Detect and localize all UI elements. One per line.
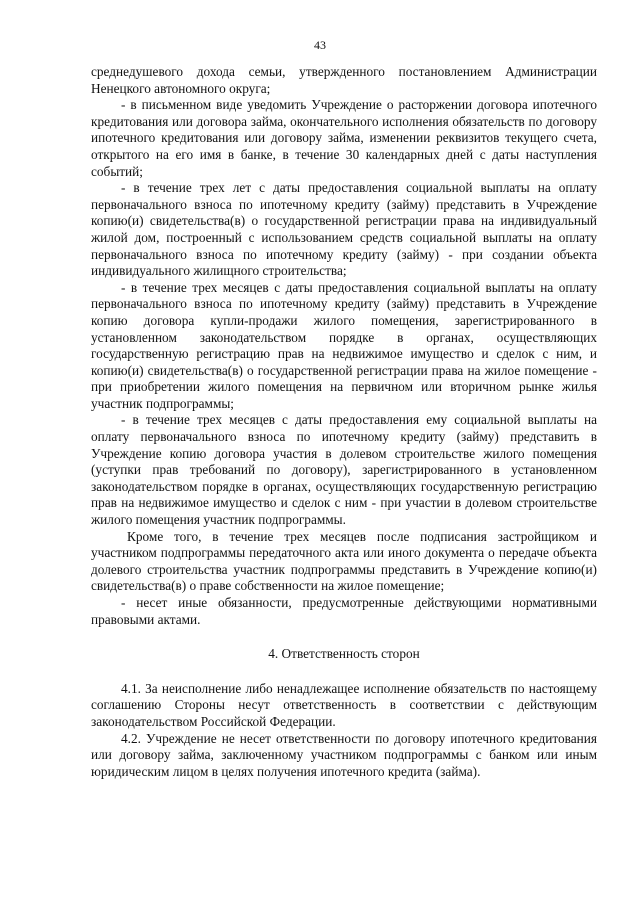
section-paragraph: 4.2. Учреждение не несет ответственности по договору ипотечного кредитования или договору займа, заключенному участником подпрограммы с банком или иным юридическим лицом в целях получения ипотечного кредита (займа). — [91, 730, 597, 779]
paragraph: - в течение трех месяцев с даты предоставления социальной выплаты на оплату первоначального взноса по ипотечному кредиту (займу) представить в Учреждение копию договора купли-продажи жилого помещения, зарегистрированного в установленном законодательством порядке в органах, осуществляющих государственную регистрацию прав на недвижимое имущество и сделок с ним, и копию(и) свидетельства(в) о государственной регистрации права на жилое помещение - при приобретении жилого помещения на первичном или вторичном рынке жилья участник подпрограммы; — [91, 279, 597, 411]
paragraph: среднедушевого дохода семьи, утвержденного постановлением Администрации Ненецкого автономного округа; — [91, 64, 597, 96]
paragraph: - в течение трех месяцев с даты предоставления ему социальной выплаты на оплату первоначального взноса по ипотечному кредиту (займу) представить в Учреждение копию договора участия в долевом строительстве жилого помещения (уступки прав требований по договору), зарегистрированного в установленном законодательством порядке в органах, осуществляющих государственную регистрацию прав на недвижимое имущество и сделок с ним - при участии в долевом строительстве жилого помещения участник подпрограммы. — [91, 412, 597, 528]
paragraph: Кроме того, в течение трех месяцев после подписания застройщиком и участником подпрограммы передаточного акта или иного документа о передаче объекта долевого строительства участник подпрограммы представить в Учреждение копию(и) свидетельства(в) о праве собственности на жилое помещение; — [91, 528, 597, 594]
paragraph: - в письменном виде уведомить Учреждение о расторжении договора ипотечного кредитования или договора займа, окончательного исполнения обязательств по договору ипотечного кредитования или договору займа, изменении реквизитов текущего счета, открытого на его имя в банке, в течение 30 календарных дней с даты наступления событий; — [91, 97, 597, 179]
paragraph: - несет иные обязанности, предусмотренные действующими нормативными правовыми актами. — [91, 595, 597, 627]
page-number: 43 — [314, 38, 326, 52]
section-title: 4. Ответственность сторон — [268, 646, 420, 662]
document-body — [91, 64, 597, 780]
paragraph: - в течение трех лет с даты предоставления социальной выплаты на оплату первоначального взноса по ипотечному кредиту (займу) представить в Учреждение копию(и) свидетельства(в) о государственной регистрации права на индивидуальный жилой дом, построенный с использованием средств социальной выплаты на оплату первоначального взноса по ипотечному кредиту (займу) - при создании объекта индивидуального жилищного строительства; — [91, 180, 597, 279]
section-paragraph: 4.1. За неисполнение либо ненадлежащее исполнение обязательств по настоящему соглашению Стороны несут ответственность в соответствии с действующим законодательством Российской Федерации. — [91, 680, 597, 729]
